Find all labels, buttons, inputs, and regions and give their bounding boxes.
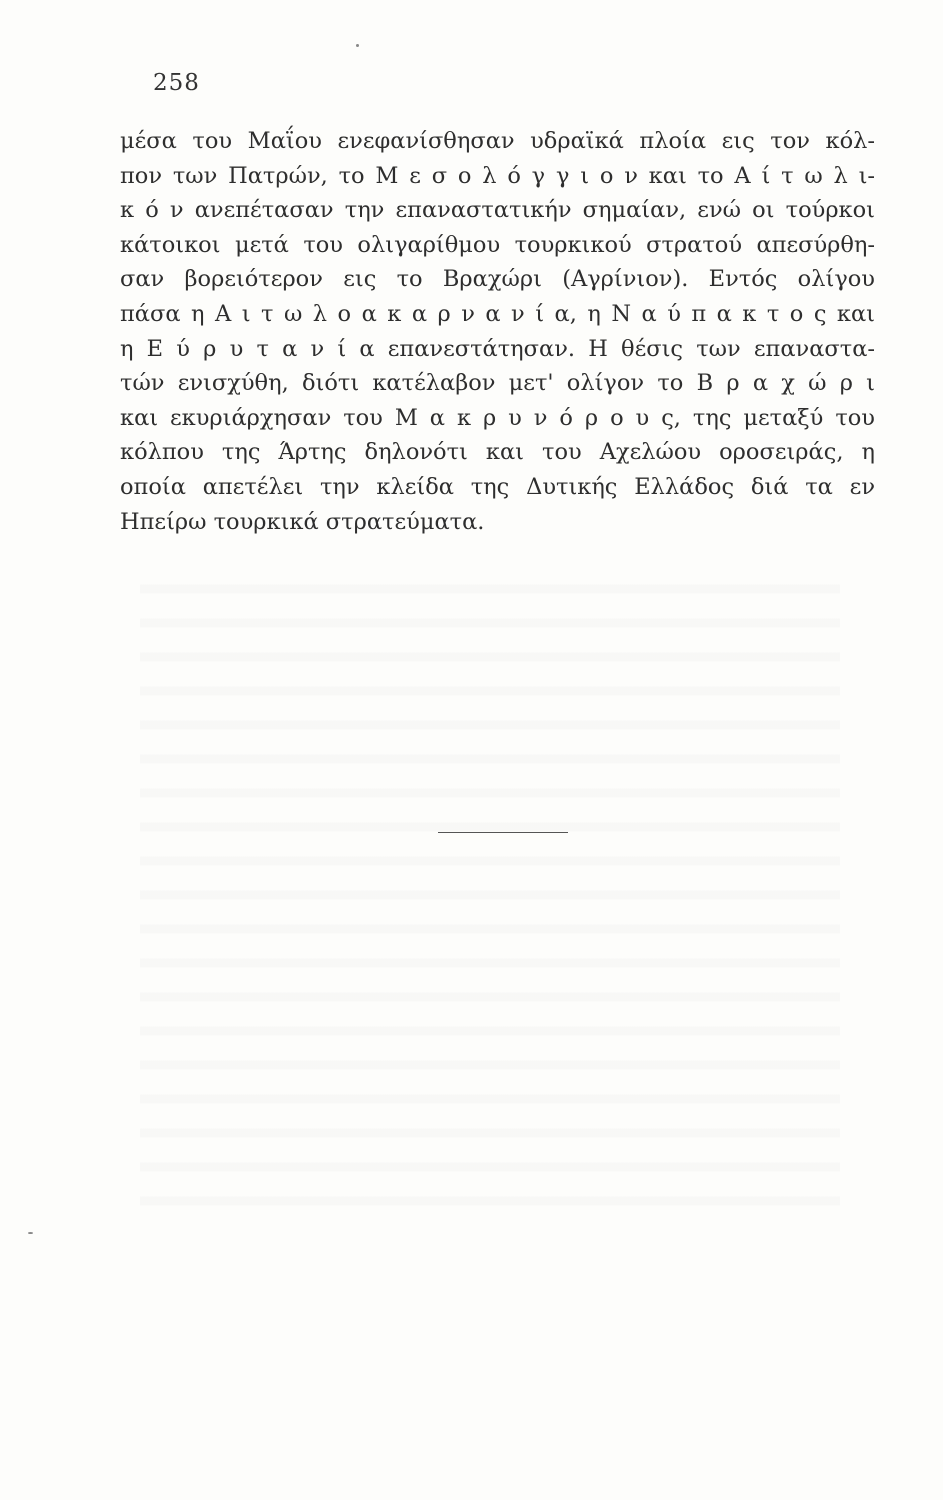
page-number: 258 xyxy=(153,70,200,96)
ink-speck xyxy=(356,44,359,47)
text-line: πάσα η Α ι τ ω λ ο α κ α ρ ν α ν ί α, η Ν α ύ π α κ τ ο ς και xyxy=(120,300,875,327)
text-line: και εκυριάρχησαν του Μ α κ ρ υ ν ό ρ ο υ ς, της μεταξύ του xyxy=(120,404,875,431)
show-through-texture xyxy=(140,560,840,1210)
text-line: μέσα του Μαΐου ενεφανίσθησαν υδραϊκά πλοία εις τον κόλ- xyxy=(120,128,875,154)
text-line: πον των Πατρών, το Μ ε σ ο λ ό γ γ ι ο ν και το Α ί τ ω λ ι- xyxy=(120,162,875,189)
text-line: η Ε ύ ρ υ τ α ν ί α επανεστάτησαν. Η θέσις των επαναστα- xyxy=(120,335,875,362)
text-line: Ηπείρω τουρκικά στρατεύματα. xyxy=(120,508,485,535)
footnote-divider xyxy=(438,832,568,833)
ink-speck xyxy=(28,1232,33,1234)
text-line: οποία απετέλει την κλείδα της Δυτικής Ελλάδος διά τα εν xyxy=(120,473,875,500)
text-line: τών ενισχύθη, διότι κατέλαβον μετ' ολίγον το Β ρ α χ ώ ρ ι xyxy=(120,370,875,397)
body-paragraph xyxy=(120,124,875,539)
text-line: κάτοικοι μετά του ολιγαρίθμου τουρκικού στρατού απεσύρθη- xyxy=(120,231,875,258)
text-line: κόλπου της Άρτης δηλονότι και του Αχελώου οροσειράς, η xyxy=(120,439,875,466)
text-line: σαν βορειότερον εις το Βραχώρι (Αγρίνιον). Εντός ολίγου xyxy=(120,266,875,293)
text-line: κ ό ν ανεπέτασαν την επαναστατικήν σημαίαν, ενώ οι τούρκοι xyxy=(120,197,875,224)
